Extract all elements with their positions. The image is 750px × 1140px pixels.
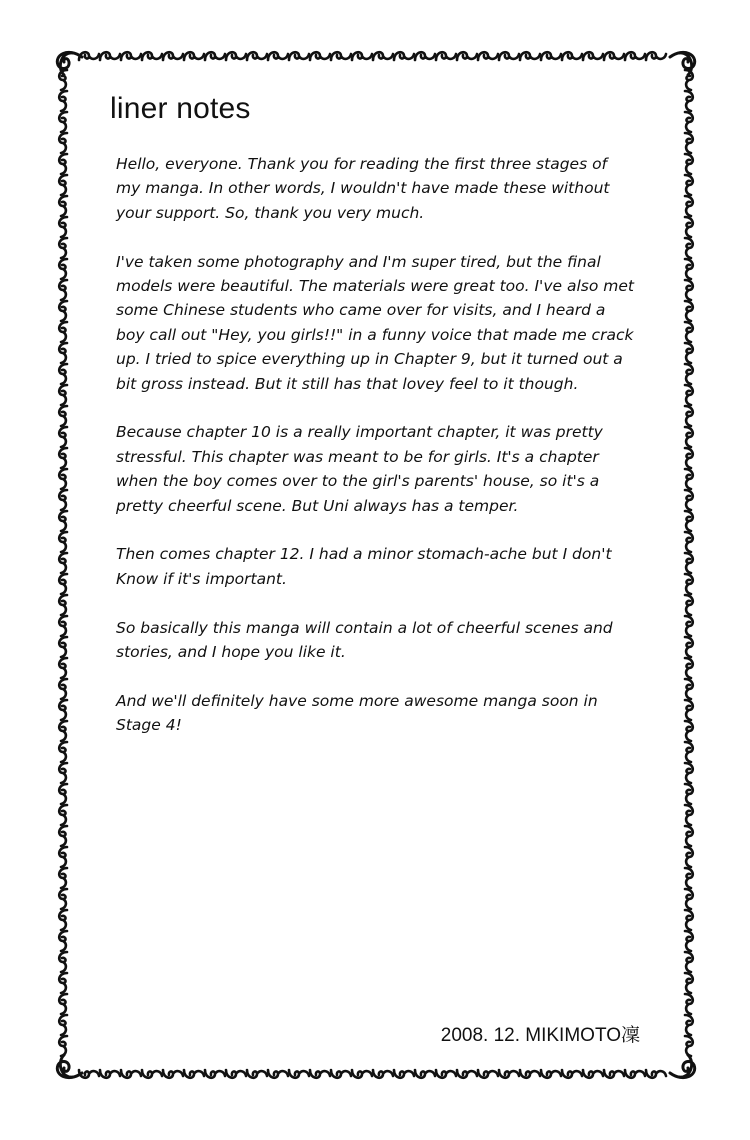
scroll-curl <box>373 1070 393 1078</box>
scroll-curl <box>289 1070 309 1078</box>
scroll-curl <box>59 175 67 195</box>
scroll-curl <box>59 364 67 384</box>
scroll-curl <box>142 52 162 60</box>
scroll-curl <box>436 52 456 60</box>
scroll-curl <box>685 574 693 594</box>
scroll-curl <box>59 826 67 846</box>
scroll-curl <box>59 259 67 279</box>
scroll-curl <box>59 280 67 300</box>
scroll-curl <box>268 52 288 60</box>
scroll-curl <box>685 343 693 363</box>
scroll-curl <box>59 742 67 762</box>
scroll-curl <box>247 1070 267 1078</box>
scroll-curl <box>685 952 693 972</box>
scroll-curl <box>685 868 693 888</box>
scroll-curl <box>142 1070 162 1078</box>
scroll-curl <box>685 196 693 216</box>
scroll-curl <box>394 1070 414 1078</box>
scroll-curl <box>685 847 693 867</box>
paragraph: Because chapter 10 is a really important chapter, it was pretty stressful. This chapter was meant to be for girls. It's a chapter when the boy comes over to the girl's parents' house, so it's a pretty cheerful scene. But Uni always has a temper. <box>116 423 603 515</box>
corner-flourish <box>670 1055 695 1078</box>
scroll-curl <box>59 301 67 321</box>
scroll-curl <box>352 1070 372 1078</box>
scroll-curl <box>373 52 393 60</box>
scroll-curl <box>59 406 67 426</box>
scroll-curl <box>685 532 693 552</box>
scroll-curl <box>685 133 693 153</box>
scroll-curl <box>59 973 67 993</box>
scroll-curl <box>685 301 693 321</box>
signature-date: 2008. 12. MIKIMOTO凜 <box>440 1025 640 1046</box>
scroll-curl <box>100 1070 120 1078</box>
scroll-curl <box>59 805 67 825</box>
scroll-curl <box>541 1070 561 1078</box>
scroll-curl <box>59 658 67 678</box>
scroll-curl <box>604 52 624 60</box>
scroll-curl <box>562 52 582 60</box>
scroll-curl <box>59 322 67 342</box>
scroll-curl <box>59 469 67 489</box>
scroll-curl <box>59 931 67 951</box>
scroll-curl <box>520 52 540 60</box>
scroll-curl <box>59 847 67 867</box>
scroll-curl <box>59 448 67 468</box>
scroll-curl <box>59 133 67 153</box>
scroll-curl <box>685 784 693 804</box>
scroll-curl <box>685 763 693 783</box>
scroll-curl <box>685 511 693 531</box>
scroll-curl <box>247 52 267 60</box>
scroll-curl <box>685 553 693 573</box>
scroll-curl <box>59 154 67 174</box>
notes-body <box>116 152 636 762</box>
scroll-curl <box>59 343 67 363</box>
scroll-curl <box>59 196 67 216</box>
paragraph: Then comes chapter 12. I had a minor stomach-ache but I don't Know if it's important. <box>116 545 612 588</box>
scroll-curl <box>59 574 67 594</box>
scroll-curl <box>583 1070 603 1078</box>
scroll-curl <box>59 1015 67 1035</box>
scroll-curl <box>436 1070 456 1078</box>
scroll-curl <box>685 637 693 657</box>
scroll-curl <box>685 448 693 468</box>
scroll-curl <box>59 994 67 1014</box>
scroll-curl <box>59 952 67 972</box>
scroll-curl <box>59 532 67 552</box>
scroll-curl <box>226 52 246 60</box>
scroll-curl <box>205 1070 225 1078</box>
scroll-curl <box>59 889 67 909</box>
scroll-curl <box>685 259 693 279</box>
scroll-curl <box>685 112 693 132</box>
scroll-curl <box>268 1070 288 1078</box>
scroll-curl <box>685 238 693 258</box>
scroll-curl <box>604 1070 624 1078</box>
scroll-curl <box>121 52 141 60</box>
scroll-curl <box>685 679 693 699</box>
paragraph: And we'll definitely have some more awesome manga soon in Stage 4! <box>116 691 598 735</box>
scroll-curl <box>685 910 693 930</box>
scroll-curl <box>163 52 183 60</box>
scroll-curl <box>685 280 693 300</box>
scroll-curl <box>685 805 693 825</box>
scroll-curl <box>499 1070 519 1078</box>
scroll-curl <box>394 52 414 60</box>
paragraph: Hello, everyone. Thank you for reading the first three stages of my manga. In other words, I wouldn't have made these without your support. So, thank you very much. <box>116 155 610 222</box>
scroll-curl <box>59 217 67 237</box>
scroll-curl <box>184 1070 204 1078</box>
scroll-curl <box>685 931 693 951</box>
scroll-curl <box>59 910 67 930</box>
scroll-curl <box>59 763 67 783</box>
scroll-curl <box>457 1070 477 1078</box>
scroll-curl <box>685 742 693 762</box>
scroll-curl <box>184 52 204 60</box>
scroll-curl <box>685 658 693 678</box>
scroll-curl <box>121 1070 141 1078</box>
corner-flourish <box>670 52 695 75</box>
scroll-curl <box>331 1070 351 1078</box>
corner-flourish <box>57 52 82 75</box>
scroll-curl <box>685 721 693 741</box>
scroll-curl <box>685 406 693 426</box>
scroll-curl <box>685 595 693 615</box>
scroll-curl <box>685 175 693 195</box>
scroll-curl <box>685 616 693 636</box>
scroll-curl <box>646 1070 666 1078</box>
scroll-curl <box>685 91 693 111</box>
scroll-curl <box>685 700 693 720</box>
scroll-curl <box>59 616 67 636</box>
scroll-curl <box>310 1070 330 1078</box>
scroll-curl <box>205 52 225 60</box>
scroll-curl <box>59 490 67 510</box>
scroll-curl <box>625 52 645 60</box>
scroll-curl <box>59 637 67 657</box>
scroll-curl <box>59 385 67 405</box>
scroll-curl <box>625 1070 645 1078</box>
scroll-curl <box>541 52 561 60</box>
scroll-curl <box>685 889 693 909</box>
scroll-curl <box>310 52 330 60</box>
scroll-curl <box>226 1070 246 1078</box>
scroll-curl <box>685 469 693 489</box>
scroll-curl <box>59 553 67 573</box>
scroll-curl <box>59 721 67 741</box>
scroll-curl <box>685 217 693 237</box>
scroll-curl <box>685 322 693 342</box>
scroll-curl <box>59 868 67 888</box>
scroll-curl <box>499 52 519 60</box>
scroll-curl <box>59 238 67 258</box>
scroll-curl <box>685 385 693 405</box>
scroll-curl <box>685 427 693 447</box>
scroll-curl <box>59 112 67 132</box>
scroll-curl <box>59 595 67 615</box>
scroll-curl <box>685 1036 693 1056</box>
scroll-curl <box>59 784 67 804</box>
scroll-curl <box>331 52 351 60</box>
scroll-curl <box>685 364 693 384</box>
scroll-curl <box>415 52 435 60</box>
scroll-curl <box>457 52 477 60</box>
scroll-curl <box>415 1070 435 1078</box>
scroll-curl <box>685 154 693 174</box>
paragraph: I've taken some photography and I'm super tired, but the final models were beautiful. The materials were great too. I've also met some Chinese students who came over for visits, and I heard a boy call out "Hey, you girls!!" in a funny voice that made me crack up. I tried to spice everything up in Chapter 9, but it turned out a bit gross instead. But it still has that lovey feel to it though. <box>116 252 634 393</box>
corner-flourish <box>57 1055 82 1078</box>
scroll-curl <box>289 52 309 60</box>
scroll-curl <box>520 1070 540 1078</box>
scroll-curl <box>562 1070 582 1078</box>
scroll-curl <box>685 1015 693 1035</box>
scroll-curl <box>352 52 372 60</box>
paragraph: So basically this manga will contain a lot of cheerful scenes and stories, and I hope you like it. <box>116 618 613 662</box>
scroll-curl <box>100 52 120 60</box>
scroll-curl <box>685 994 693 1014</box>
scroll-curl <box>685 490 693 510</box>
scroll-curl <box>478 52 498 60</box>
scroll-curl <box>59 700 67 720</box>
scroll-curl <box>59 679 67 699</box>
scroll-curl <box>478 1070 498 1078</box>
scroll-curl <box>59 511 67 531</box>
scroll-curl <box>59 1036 67 1056</box>
scroll-curl <box>59 91 67 111</box>
scroll-curl <box>583 52 603 60</box>
scroll-curl <box>646 52 666 60</box>
scroll-curl <box>685 826 693 846</box>
scroll-curl <box>163 1070 183 1078</box>
page-title: liner notes <box>110 92 251 125</box>
scroll-curl <box>685 973 693 993</box>
scroll-curl <box>59 427 67 447</box>
